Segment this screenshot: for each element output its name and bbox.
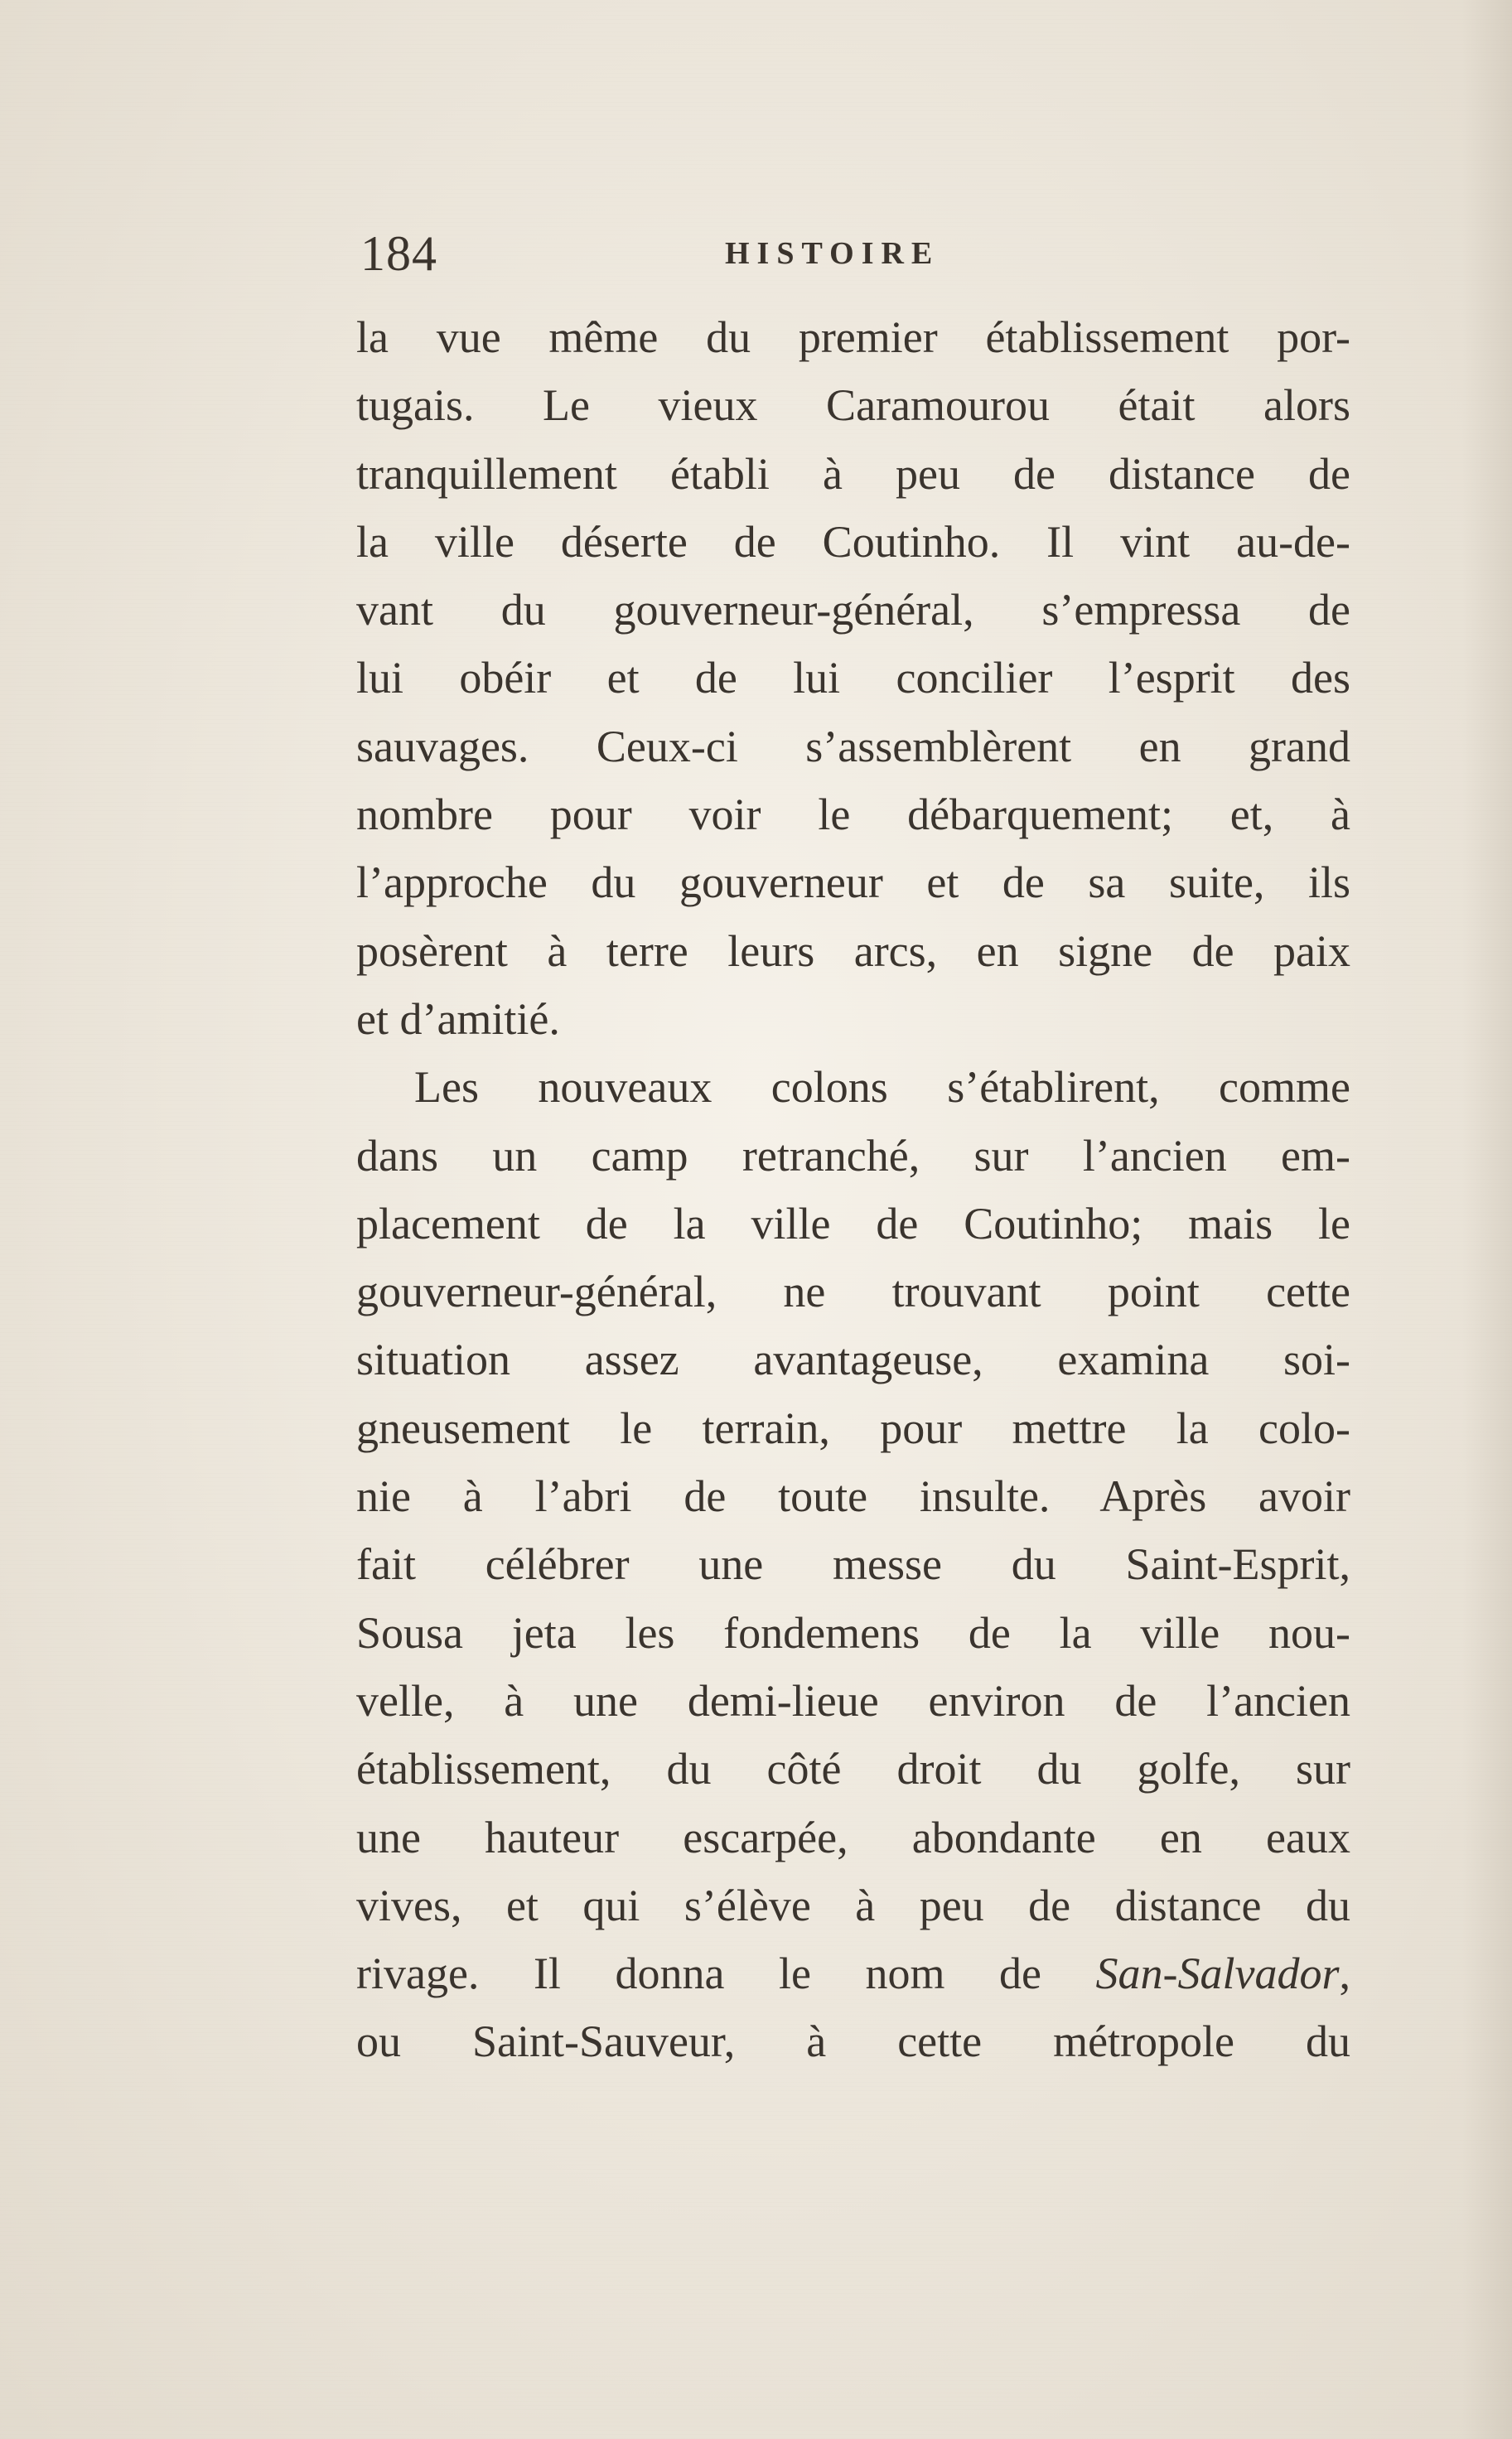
text-line: vant du gouverneur-général, s’empressa de <box>356 585 1350 635</box>
text-line: lui obéir et de lui concilier l’esprit des <box>356 653 1350 703</box>
text-line: une hauteur escarpée, abondante en eaux <box>356 1812 1350 1862</box>
paragraph-start-line: Les nouveaux colons s’établirent, comme <box>414 1062 1350 1113</box>
text-line-with-emphasis <box>356 1939 1350 2007</box>
text-fragment: rivage. Il donna le nom de <box>356 1949 1096 1999</box>
running-title: HISTOIRE <box>725 236 940 271</box>
emphasized-place-name: San-Salvador <box>1095 1949 1340 1999</box>
text-fragment: , <box>1339 1949 1350 1999</box>
text-line: posèrent à terre leurs arcs, en signe de paix <box>356 925 1350 976</box>
page-number: 184 <box>360 226 437 281</box>
running-head <box>360 225 1350 283</box>
text-line: placement de la ville de Coutinho; mais le <box>356 1198 1350 1248</box>
paragraph-end-line: et d’amitié. <box>356 993 560 1044</box>
text-line: velle, à une demi-lieue environ de l’ancien <box>356 1675 1350 1726</box>
text-line: ou Saint-Sauveur, à cette métropole du <box>356 2016 1350 2067</box>
text-line: tranquillement établi à peu de distance de <box>356 448 1350 499</box>
text-line: situation assez avantageuse, examina soi- <box>356 1335 1350 1385</box>
text-line: gouverneur-général, ne trouvant point cette <box>356 1267 1350 1317</box>
text-line: vives, et qui s’élève à peu de distance du <box>356 1880 1350 1930</box>
text-line: Sousa jeta les fondemens de la ville nou- <box>356 1607 1350 1658</box>
text-line: nombre pour voir le débarquement; et, à <box>356 790 1350 840</box>
text-line: l’approche du gouverneur et de sa suite, ils <box>356 857 1350 908</box>
text-line: sauvages. Ceux-ci s’assemblèrent en grand <box>356 721 1350 771</box>
text-line: gneusement le terrain, pour mettre la colo- <box>356 1403 1350 1453</box>
body-text <box>356 303 1350 2076</box>
text-line: dans un camp retranché, sur l’ancien em- <box>356 1130 1350 1181</box>
text-line: établissement, du côté droit du golfe, sur <box>356 1744 1350 1794</box>
text-line: fait célébrer une messe du Saint-Esprit, <box>356 1539 1350 1590</box>
text-line: la ville déserte de Coutinho. Il vint au-de- <box>356 516 1350 567</box>
text-line: tugais. Le vieux Caramourou était alors <box>356 380 1350 431</box>
text-line: la vue même du premier établissement por- <box>356 312 1350 362</box>
text-line: nie à l’abri de toute insulte. Après avoir <box>356 1471 1350 1522</box>
